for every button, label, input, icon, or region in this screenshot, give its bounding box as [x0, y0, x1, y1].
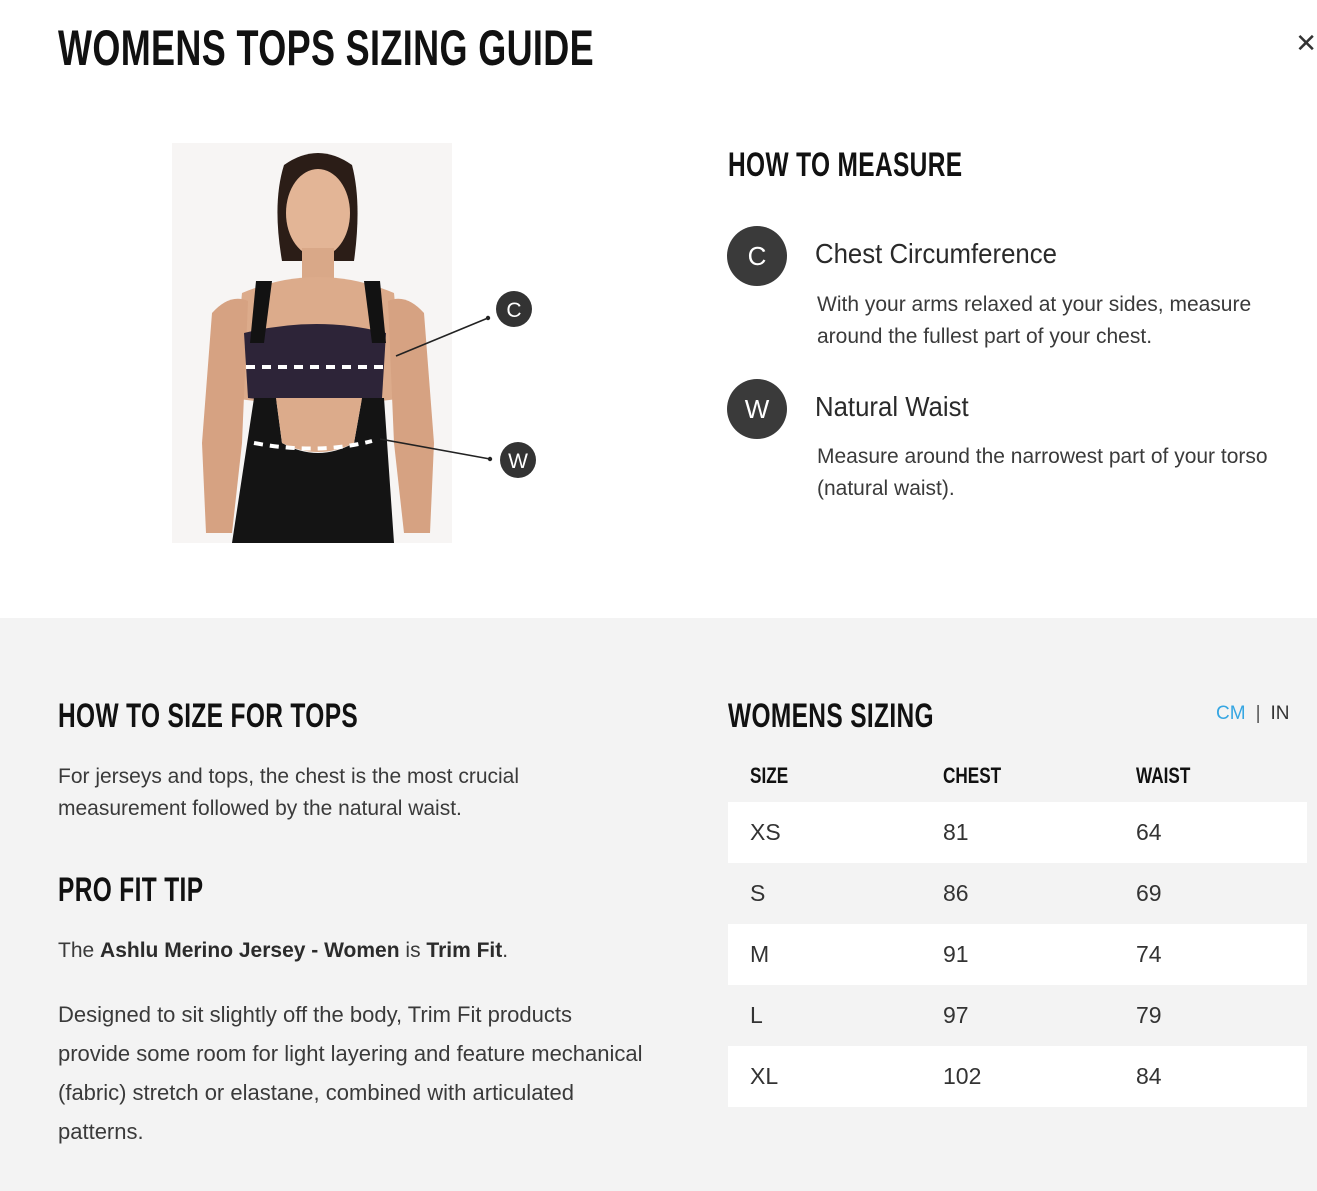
column-header-waist: WAIST: [1136, 763, 1191, 788]
unit-cm-button[interactable]: CM: [1216, 703, 1246, 724]
pro-fit-mid: is: [405, 939, 421, 962]
table-row: [728, 924, 1307, 985]
chest-cell: 86: [943, 880, 969, 906]
size-cell: S: [750, 880, 766, 906]
unit-toggle: [1216, 702, 1290, 726]
how-to-size-text: For jerseys and tops, the chest is the most crucial measurement followed by the natural waist.: [58, 765, 520, 820]
product-name: Ashlu Merino Jersey - Women: [100, 939, 400, 962]
pro-fit-suffix: .: [502, 939, 509, 962]
table-row: [728, 985, 1307, 1046]
waist-marker-label: W: [508, 450, 528, 473]
close-icon[interactable]: ✕: [1295, 28, 1317, 58]
unit-in-button[interactable]: IN: [1270, 703, 1290, 724]
chest-cell: 81: [943, 819, 969, 845]
table-row: [728, 802, 1307, 863]
womens-sizing-heading: WOMENS SIZING: [728, 697, 934, 735]
sizing-table: [728, 750, 1307, 1107]
waist-cell: 79: [1136, 1002, 1162, 1028]
chest-cell: 102: [943, 1063, 982, 1089]
model-figure-graphic: [172, 143, 544, 543]
pro-fit-tip-heading: PRO FIT TIP: [58, 871, 204, 909]
chest-description: With your arms relaxed at your sides, measure around the fullest part of your chest.: [817, 293, 1252, 348]
table-header: [728, 750, 1307, 802]
how-to-measure-heading: HOW TO MEASURE: [728, 146, 963, 184]
waist-cell: 84: [1136, 1063, 1162, 1089]
unit-separator: |: [1255, 703, 1261, 724]
waist-cell: 64: [1136, 819, 1162, 845]
how-to-size-heading: HOW TO SIZE FOR TOPS: [58, 697, 359, 735]
chest-title: Chest Circumference: [815, 238, 1057, 269]
table-row: [728, 863, 1307, 924]
chest-marker-label: C: [506, 299, 522, 322]
waist-cell: 74: [1136, 941, 1162, 967]
size-cell: L: [750, 1002, 763, 1028]
pro-fit-description: Designed to sit slightly off the body, Trim Fit products provide some room for light layering and feature mechanical (fabric) stretch or elastane, combined with articulated patterns.: [58, 1002, 643, 1144]
column-header-chest: CHEST: [943, 763, 1002, 788]
size-cell: M: [750, 941, 770, 967]
model-illustration: [172, 143, 544, 543]
chest-cell: 97: [943, 1002, 969, 1028]
pro-fit-tip-line: [58, 935, 658, 967]
table-row: [728, 1046, 1307, 1107]
waist-badge: W: [727, 379, 787, 439]
waist-description: Measure around the narrowest part of your torso (natural waist).: [817, 445, 1268, 500]
chest-cell: 91: [943, 941, 969, 967]
waist-title: Natural Waist: [815, 391, 969, 422]
waist-cell: 69: [1136, 880, 1162, 906]
page-title: WOMENS TOPS SIZING GUIDE: [58, 20, 595, 76]
pro-fit-prefix: The: [58, 939, 95, 962]
column-header-size: SIZE: [750, 763, 789, 788]
size-cell: XS: [750, 819, 781, 845]
fit-type: Trim Fit: [426, 939, 503, 962]
chest-badge: C: [727, 226, 787, 286]
size-cell: XL: [750, 1063, 779, 1089]
